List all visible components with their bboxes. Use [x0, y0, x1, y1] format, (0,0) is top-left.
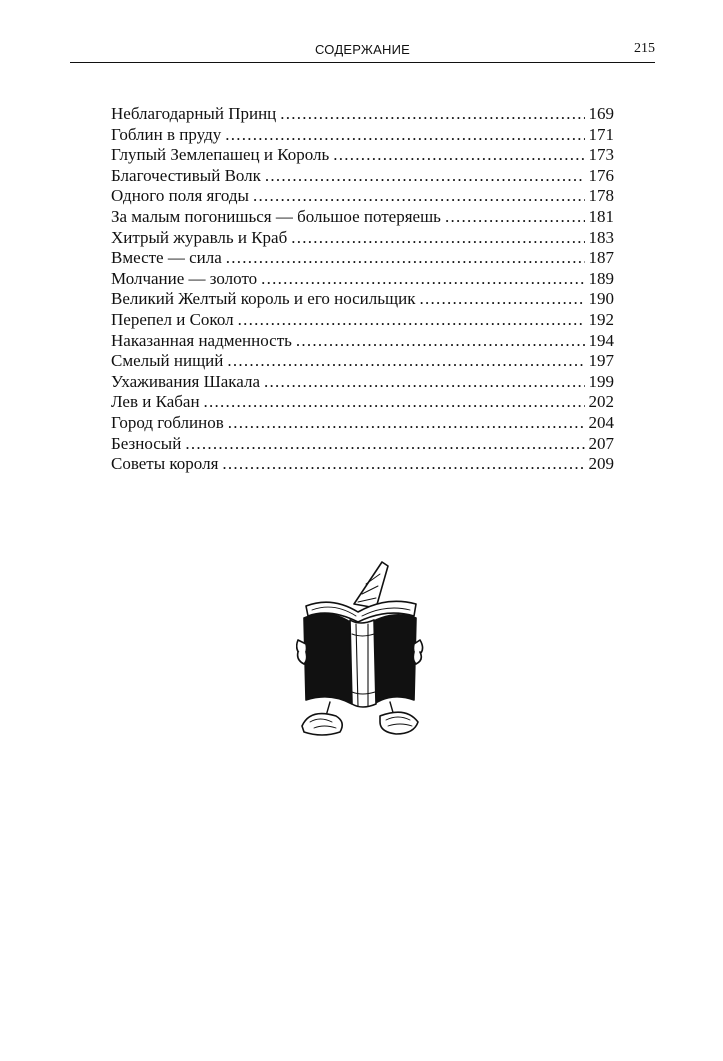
- toc-entry-title: Благочестивый Волк: [111, 165, 261, 185]
- toc-entry-page: 190: [588, 289, 614, 309]
- toc-entry-page: 197: [588, 351, 614, 371]
- toc-entry-title: Ухаживания Шакала: [111, 371, 261, 391]
- toc-entry-page: 171: [588, 124, 614, 144]
- toc-entry[interactable]: [111, 248, 614, 269]
- goblin-reading-book-illustration: [296, 556, 424, 740]
- dot-leader: [261, 269, 584, 290]
- toc-entry[interactable]: [111, 104, 614, 125]
- dot-leader: [225, 125, 584, 146]
- toc-entry[interactable]: [111, 372, 614, 393]
- dot-leader: [204, 392, 585, 413]
- dot-leader: [265, 166, 585, 187]
- section-title: СОДЕРЖАНИЕ: [314, 42, 410, 57]
- table-of-contents: [111, 104, 614, 475]
- page-header: [70, 38, 655, 63]
- toc-entry-title: Великий Желтый король и его носильщик: [111, 289, 416, 309]
- dot-leader: [296, 331, 585, 352]
- toc-entry-title: Безносый: [111, 433, 182, 453]
- toc-entry-page: 176: [588, 165, 614, 185]
- toc-entry[interactable]: [111, 310, 614, 331]
- toc-entry-page: 189: [588, 268, 614, 288]
- toc-entry-title: Глупый Землепашец и Король: [111, 145, 330, 165]
- dot-leader: [222, 454, 584, 475]
- dot-leader: [280, 104, 584, 125]
- dot-leader: [227, 351, 584, 372]
- toc-entry-page: 169: [588, 104, 614, 123]
- toc-entry-title: Наказанная надменность: [111, 330, 292, 350]
- toc-entry-title: Советы короля: [111, 454, 219, 474]
- toc-entry[interactable]: [111, 228, 614, 249]
- toc-entry-title: Хитрый журавль и Краб: [111, 227, 288, 247]
- toc-entry[interactable]: [111, 186, 614, 207]
- toc-entry-page: 199: [588, 371, 614, 391]
- toc-entry[interactable]: [111, 207, 614, 228]
- dot-leader: [253, 186, 585, 207]
- toc-entry[interactable]: [111, 392, 614, 413]
- toc-entry[interactable]: [111, 145, 614, 166]
- toc-entry-page: 173: [588, 145, 614, 165]
- toc-entry-page: 181: [588, 206, 614, 226]
- toc-entry[interactable]: [111, 413, 614, 434]
- toc-entry-page: 178: [588, 186, 614, 206]
- toc-entry-page: 207: [588, 433, 614, 453]
- toc-entry[interactable]: [111, 269, 614, 290]
- toc-entry-page: 194: [588, 330, 614, 350]
- toc-entry-title: Молчание — золото: [111, 268, 258, 288]
- toc-entry-title: Город гоблинов: [111, 412, 224, 432]
- toc-entry-title: Неблагодарный Принц: [111, 104, 277, 123]
- dot-leader: [333, 145, 584, 166]
- toc-entry[interactable]: [111, 454, 614, 475]
- dot-leader: [238, 310, 585, 331]
- toc-entry[interactable]: [111, 434, 614, 455]
- toc-entry-page: 204: [588, 412, 614, 432]
- toc-entry-title: Одного поля ягоды: [111, 186, 249, 206]
- toc-entry[interactable]: [111, 351, 614, 372]
- toc-entry-title: Вместе — сила: [111, 248, 222, 268]
- dot-leader: [445, 207, 585, 228]
- toc-entry-page: 202: [588, 392, 614, 412]
- toc-entry-title: Смелый нищий: [111, 351, 224, 371]
- dot-leader: [264, 372, 584, 393]
- toc-entry[interactable]: [111, 331, 614, 352]
- toc-entry-title: Гоблин в пруду: [111, 124, 222, 144]
- toc-entry-page: 187: [588, 248, 614, 268]
- dot-leader: [419, 289, 584, 310]
- dot-leader: [291, 228, 584, 249]
- toc-entry[interactable]: [111, 289, 614, 310]
- toc-entry-title: За малым погонишься — большое потеряешь: [111, 206, 441, 226]
- toc-entry-title: Перепел и Сокол: [111, 309, 234, 329]
- toc-entry-page: 209: [588, 454, 614, 474]
- dot-leader: [228, 413, 585, 434]
- dot-leader: [226, 248, 585, 269]
- page-number: 215: [634, 41, 655, 56]
- toc-entry[interactable]: [111, 125, 614, 146]
- toc-entry-page: 192: [588, 309, 614, 329]
- toc-entry[interactable]: [111, 166, 614, 187]
- dot-leader: [185, 434, 584, 455]
- toc-entry-title: Лев и Кабан: [111, 392, 200, 412]
- toc-entry-page: 183: [588, 227, 614, 247]
